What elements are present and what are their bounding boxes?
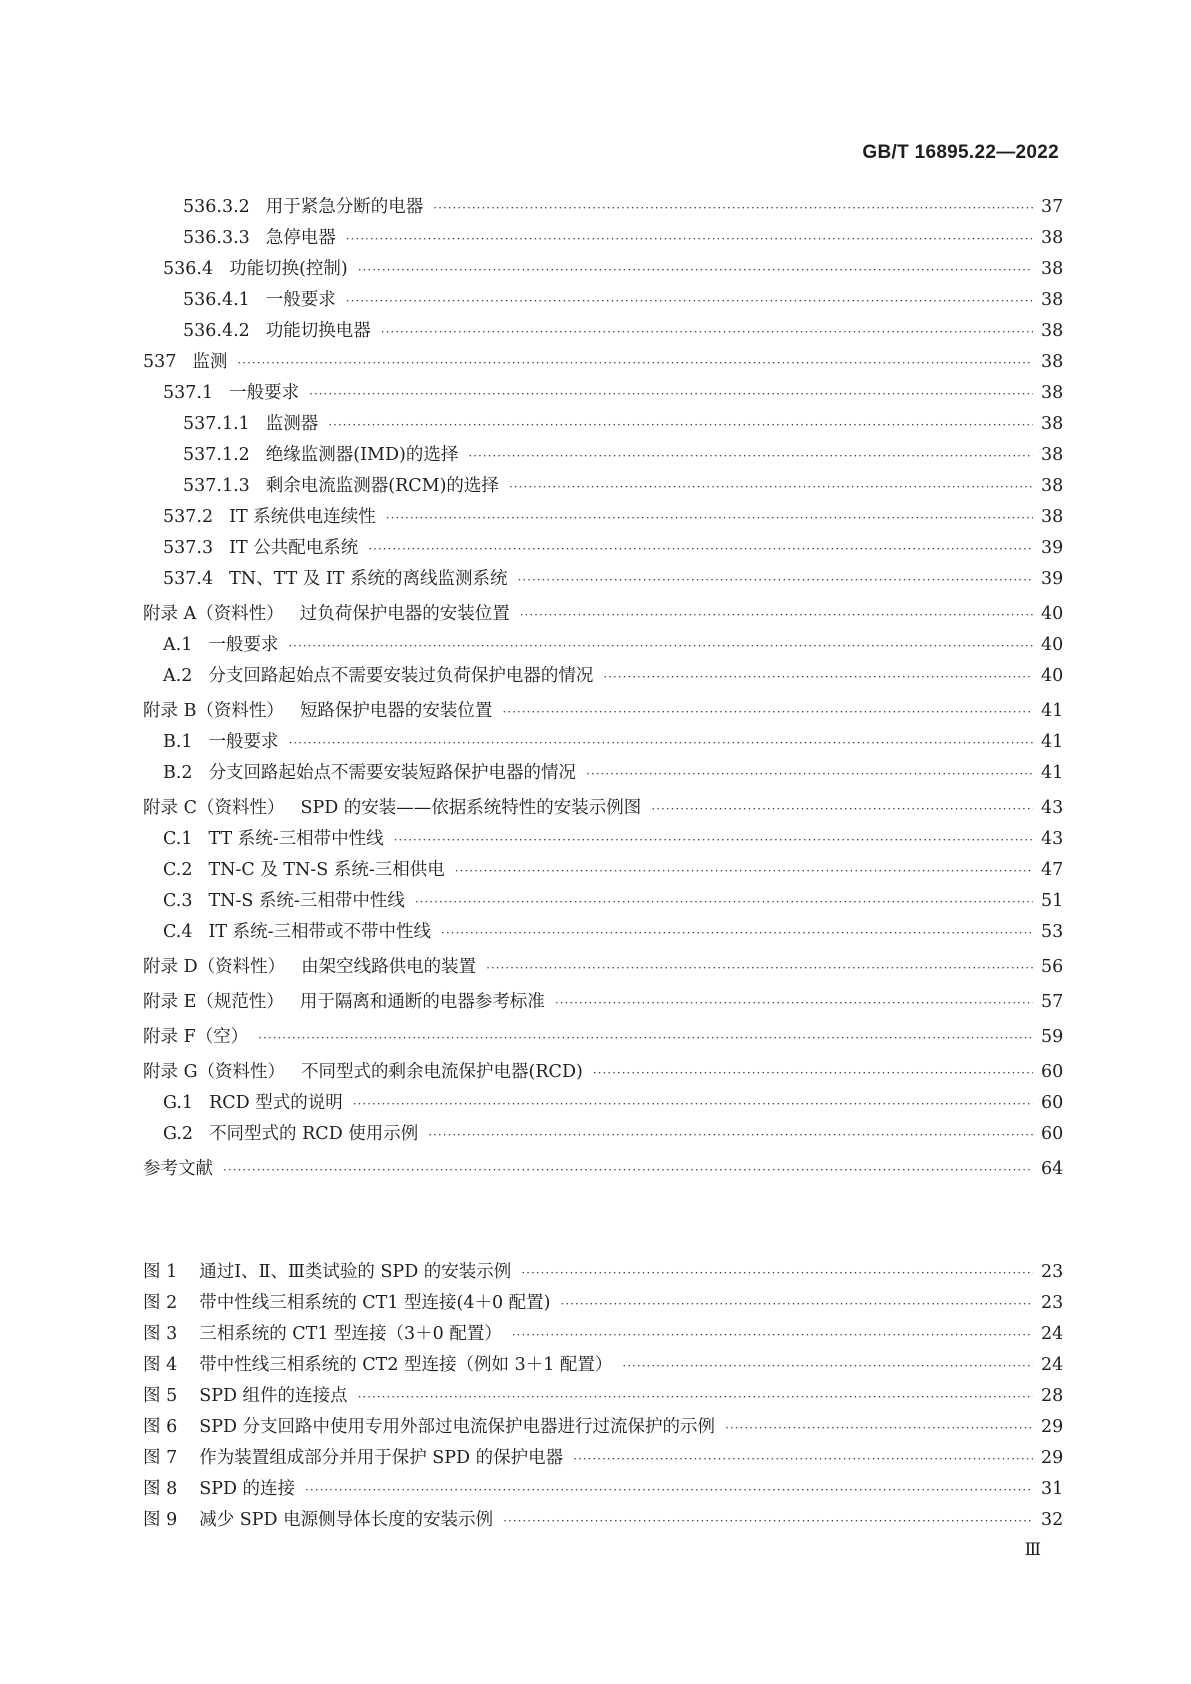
section-number: 附录 F（空） (143, 1027, 249, 1047)
figure-title: 作为装置组成部分并用于保护 SPD 的保护电器 (199, 1448, 564, 1468)
dot-leader (603, 662, 1033, 693)
dot-leader (358, 255, 1033, 286)
figure-entry[interactable] (143, 1474, 1064, 1505)
dot-leader (353, 1089, 1033, 1120)
section-title: 一般要求 (208, 732, 279, 752)
dot-leader (518, 565, 1033, 596)
page-ref: 32 (1041, 1510, 1064, 1530)
section-number: 附录 B（资料性） (143, 701, 284, 721)
section-number: 附录 C（资料性） (143, 798, 285, 818)
figure-number: 图 5 (143, 1386, 178, 1406)
toc-entry[interactable] (143, 471, 1064, 502)
toc-entry[interactable] (143, 378, 1064, 409)
page-ref: 24 (1041, 1324, 1064, 1344)
page-ref: 40 (1041, 666, 1064, 686)
section-number: 537.1.3 (183, 476, 250, 496)
section-title: TN、TT 及 IT 系统的离线监测系统 (229, 569, 508, 589)
page-ref: 57 (1041, 992, 1064, 1012)
section-title: 短路保护电器的安装位置 (299, 701, 493, 721)
dot-leader (428, 1120, 1033, 1151)
section-number: 537.2 (163, 507, 214, 527)
figure-title: 带中性线三相系统的 CT1 型连接(4＋0 配置) (199, 1293, 551, 1313)
toc-entry[interactable] (143, 727, 1064, 758)
section-number: 536.3.3 (183, 228, 250, 248)
page-ref: 24 (1041, 1355, 1064, 1375)
toc-entry[interactable] (143, 1057, 1064, 1088)
toc-entry[interactable] (143, 917, 1064, 948)
page-ref: 43 (1041, 798, 1064, 818)
section-number: 附录 D（资料性） (143, 957, 286, 977)
page-ref: 38 (1041, 352, 1064, 372)
section-title: 剩余电流监测器(RCM)的选择 (265, 476, 499, 496)
toc-entry[interactable] (143, 254, 1064, 285)
page-ref: 41 (1041, 701, 1064, 721)
figure-number: 图 9 (143, 1510, 178, 1530)
toc-entry[interactable] (143, 1022, 1064, 1053)
toc-entry[interactable] (143, 855, 1064, 886)
toc-entry[interactable] (143, 758, 1064, 789)
section-number: B.1 (163, 732, 193, 752)
dot-leader (305, 1475, 1033, 1506)
page-ref: 37 (1041, 197, 1064, 217)
page-ref: 23 (1041, 1262, 1064, 1282)
section-title: IT 公共配电系统 (229, 538, 359, 558)
section-title: TT 系统-三相带中性线 (208, 829, 384, 849)
page-ref: 51 (1041, 891, 1064, 911)
dot-leader (520, 600, 1033, 631)
section-number: C.3 (163, 891, 193, 911)
section-title: RCD 型式的说明 (209, 1093, 343, 1113)
dot-leader (509, 472, 1033, 503)
toc-entry[interactable] (143, 1088, 1064, 1119)
dot-leader (237, 348, 1033, 379)
section-number: 537.1.1 (183, 414, 250, 434)
page-ref: 60 (1041, 1093, 1064, 1113)
section-title: 一般要求 (265, 290, 336, 310)
figure-number: 图 8 (143, 1479, 178, 1499)
section-number: 537.3 (163, 538, 214, 558)
dot-leader (386, 503, 1033, 534)
figure-number: 图 6 (143, 1417, 178, 1437)
dot-leader (223, 1155, 1033, 1186)
figure-entry[interactable] (143, 1319, 1064, 1350)
page-ref: 47 (1041, 860, 1064, 880)
figure-title: SPD 分支回路中使用专用外部过电流保护电器进行过流保护的示例 (199, 1417, 716, 1437)
dot-leader (593, 1058, 1033, 1089)
figure-number: 图 3 (143, 1324, 178, 1344)
section-title: 过负荷保护电器的安装位置 (299, 604, 510, 624)
section-number: C.2 (163, 860, 193, 880)
section-number: 536.4 (163, 259, 214, 279)
dot-leader (503, 1506, 1033, 1537)
dot-leader (468, 441, 1033, 472)
section-number: 537.1 (163, 383, 214, 403)
section-title: IT 系统-三相带或不带中性线 (208, 922, 432, 942)
section-title: 功能切换(控制) (229, 259, 348, 279)
dot-leader (346, 286, 1033, 317)
toc-entry[interactable] (143, 1154, 1064, 1185)
toc-entry[interactable] (143, 409, 1064, 440)
toc-entry[interactable] (143, 564, 1064, 595)
list-of-figures (143, 1257, 1064, 1536)
dot-leader (455, 856, 1033, 887)
dot-leader (622, 1351, 1033, 1382)
dot-leader (328, 410, 1033, 441)
table-of-contents (143, 192, 1064, 1185)
page-ref: 29 (1041, 1417, 1064, 1437)
dot-leader (381, 317, 1033, 348)
dot-leader (651, 794, 1033, 825)
section-number: 536.3.2 (183, 197, 250, 217)
figure-title: 减少 SPD 电源侧导体长度的安装示例 (199, 1510, 494, 1530)
page-ref: 38 (1041, 414, 1064, 434)
dot-leader (486, 953, 1033, 984)
figure-number: 图 2 (143, 1293, 178, 1313)
toc-entry[interactable] (143, 696, 1064, 727)
section-title: 绝缘监测器(IMD)的选择 (265, 445, 459, 465)
section-title: 一般要求 (229, 383, 300, 403)
dot-leader (502, 697, 1033, 728)
page-ref: 40 (1041, 635, 1064, 655)
page-ref: 29 (1041, 1448, 1064, 1468)
page-ref: 38 (1041, 445, 1064, 465)
section-number: A.1 (163, 635, 193, 655)
section-number: 537.4 (163, 569, 214, 589)
toc-entry[interactable] (143, 599, 1064, 630)
section-number: 参考文献 (143, 1159, 213, 1179)
section-number: 附录 A（资料性） (143, 604, 284, 624)
dot-leader (555, 988, 1033, 1019)
figure-entry[interactable] (143, 1257, 1064, 1288)
page-ref: 41 (1041, 732, 1064, 752)
page-ref: 39 (1041, 538, 1064, 558)
page-ref: 53 (1041, 922, 1064, 942)
standard-code: GB/T 16895.22—2022 (862, 142, 1059, 163)
section-title: 分支回路起始点不需要安装短路保护电器的情况 (208, 763, 577, 783)
page-ref: 60 (1041, 1062, 1064, 1082)
figure-entry[interactable] (143, 1412, 1064, 1443)
figure-number: 图 4 (143, 1355, 178, 1375)
page-ref: 38 (1041, 321, 1064, 341)
section-number: G.1 (163, 1093, 194, 1113)
section-title: 分支回路起始点不需要安装过负荷保护电器的情况 (208, 666, 594, 686)
figure-title: 三相系统的 CT1 型连接（3＋0 配置） (199, 1324, 502, 1344)
toc-entry[interactable] (143, 824, 1064, 855)
figure-entry[interactable] (143, 1443, 1064, 1474)
figure-entry[interactable] (143, 1505, 1064, 1536)
section-title: 用于隔离和通断的电器参考标准 (299, 992, 545, 1012)
section-title: TN-S 系统-三相带中性线 (208, 891, 405, 911)
page-ref: 38 (1041, 383, 1064, 403)
toc-entry[interactable] (143, 285, 1064, 316)
toc-entry[interactable] (143, 440, 1064, 471)
page-ref: 56 (1041, 957, 1064, 977)
toc-entry[interactable] (143, 533, 1064, 564)
figure-title: 通过Ⅰ、Ⅱ、Ⅲ类试验的 SPD 的安装示例 (199, 1262, 512, 1282)
page-ref: 64 (1041, 1159, 1064, 1179)
toc-entry[interactable] (143, 223, 1064, 254)
page-number: Ⅲ (1024, 1540, 1041, 1560)
section-title: 监测器 (265, 414, 319, 434)
dot-leader (512, 1320, 1033, 1351)
dot-leader (258, 1023, 1033, 1054)
page-ref: 28 (1041, 1386, 1064, 1406)
dot-leader (288, 631, 1033, 662)
page-ref: 38 (1041, 228, 1064, 248)
section-title: SPD 的安装——依据系统特性的安装示例图 (300, 798, 642, 818)
dot-leader (521, 1258, 1033, 1289)
page-ref: 59 (1041, 1027, 1064, 1047)
dot-leader (441, 918, 1033, 949)
section-title: 不同型式的剩余电流保护电器(RCD) (301, 1062, 583, 1082)
section-title: 监测 (192, 352, 228, 372)
page-ref: 23 (1041, 1293, 1064, 1313)
figure-title: SPD 组件的连接点 (199, 1386, 348, 1406)
page-ref: 60 (1041, 1124, 1064, 1144)
section-number: 537 (143, 352, 177, 372)
dot-leader (433, 193, 1033, 224)
dot-leader (394, 825, 1033, 856)
section-number: G.2 (163, 1124, 194, 1144)
dot-leader (346, 224, 1033, 255)
section-number: A.2 (163, 666, 193, 686)
figure-entry[interactable] (143, 1350, 1064, 1381)
toc-entry[interactable] (143, 987, 1064, 1018)
section-title: 一般要求 (208, 635, 279, 655)
section-title: 功能切换电器 (265, 321, 371, 341)
dot-leader (309, 379, 1033, 410)
toc-entry[interactable] (143, 502, 1064, 533)
toc-entry[interactable] (143, 952, 1064, 983)
figure-title: 带中性线三相系统的 CT2 型连接（例如 3＋1 配置） (199, 1355, 613, 1375)
dot-leader (289, 728, 1033, 759)
toc-entry[interactable] (143, 1119, 1064, 1150)
section-title: IT 系统供电连续性 (229, 507, 376, 527)
section-title: 由架空线路供电的装置 (301, 957, 477, 977)
section-number: 536.4.2 (183, 321, 250, 341)
toc-entry[interactable] (143, 316, 1064, 347)
dot-leader (415, 887, 1033, 918)
section-number: 附录 G（资料性） (143, 1062, 286, 1082)
dot-leader (561, 1289, 1033, 1320)
section-number: C.4 (163, 922, 193, 942)
section-number: 附录 E（规范性） (143, 992, 284, 1012)
dot-leader (573, 1444, 1033, 1475)
page-ref: 38 (1041, 476, 1064, 496)
toc-entry[interactable] (143, 347, 1064, 378)
toc-entry[interactable] (143, 793, 1064, 824)
page-ref: 43 (1041, 829, 1064, 849)
section-title: TN-C 及 TN-S 系统-三相供电 (208, 860, 445, 880)
page-ref: 38 (1041, 290, 1064, 310)
section-title: 不同型式的 RCD 使用示例 (209, 1124, 419, 1144)
dot-leader (368, 534, 1033, 565)
page-ref: 41 (1041, 763, 1064, 783)
toc-entry[interactable] (143, 192, 1064, 223)
page-ref: 31 (1041, 1479, 1064, 1499)
dot-leader (725, 1413, 1033, 1444)
section-title: 用于紧急分断的电器 (265, 197, 424, 217)
figure-number: 图 7 (143, 1448, 178, 1468)
figure-title: SPD 的连接 (199, 1479, 296, 1499)
dot-leader (586, 759, 1033, 790)
section-number: B.2 (163, 763, 193, 783)
section-title: 急停电器 (265, 228, 336, 248)
page-ref: 38 (1041, 259, 1064, 279)
page-ref: 38 (1041, 507, 1064, 527)
section-number: 537.1.2 (183, 445, 250, 465)
toc-entry[interactable] (143, 886, 1064, 917)
figure-entry[interactable] (143, 1288, 1064, 1319)
figure-number: 图 1 (143, 1262, 178, 1282)
page-ref: 39 (1041, 569, 1064, 589)
figure-entry[interactable] (143, 1381, 1064, 1412)
section-number: C.1 (163, 829, 193, 849)
section-number: 536.4.1 (183, 290, 250, 310)
toc-entry[interactable] (143, 661, 1064, 692)
page-ref: 40 (1041, 604, 1064, 624)
toc-entry[interactable] (143, 630, 1064, 661)
dot-leader (358, 1382, 1033, 1413)
